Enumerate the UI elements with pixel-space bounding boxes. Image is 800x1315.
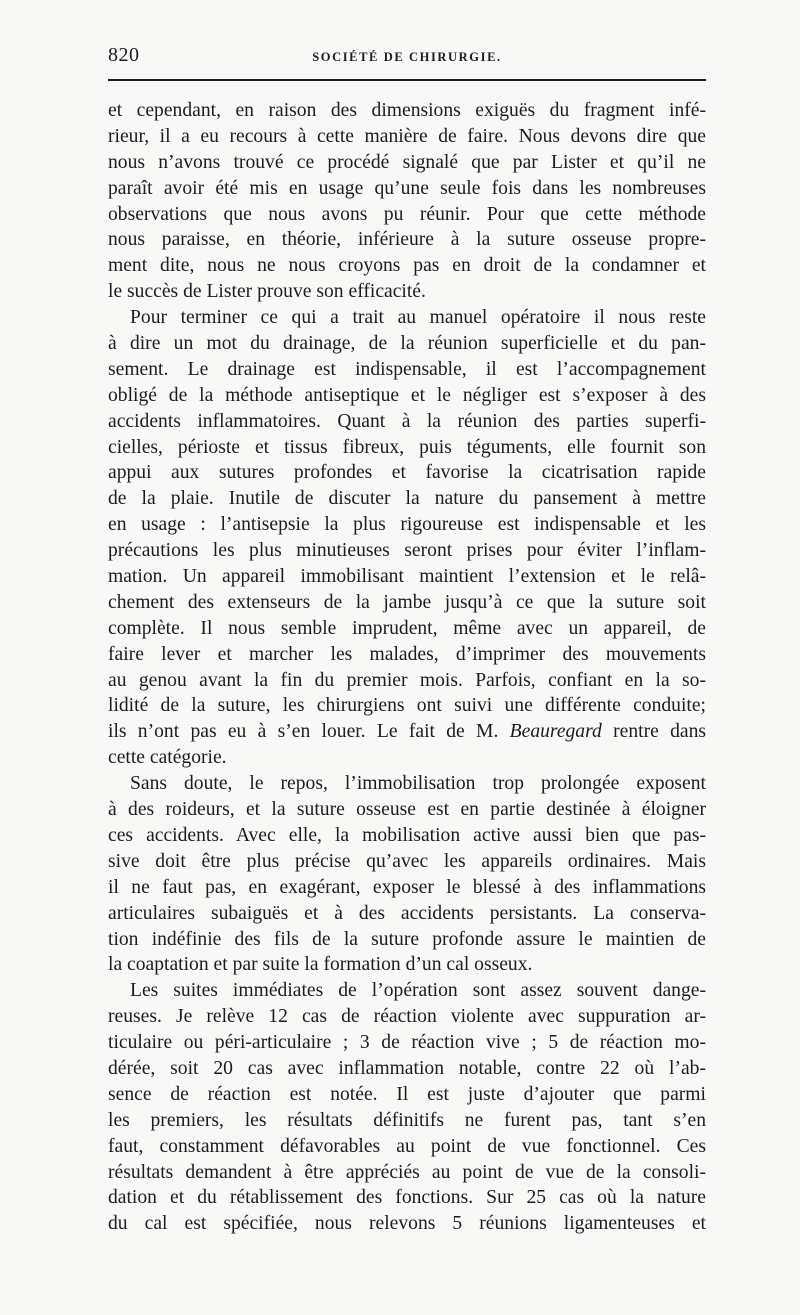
text-line: paraît avoir été mis en usage qu’une seule fois dans les nombreuses — [108, 177, 706, 199]
text-line: cette catégorie. — [108, 747, 227, 769]
text-line: nous n’avons trouvé ce procédé signalé que par Lister et qu’il ne — [108, 151, 706, 173]
text-line: en usage : l’antisepsie la plus rigoureuse est indispensable et les — [108, 514, 706, 536]
text-line: tion indéfinie des fils de la suture profonde assure le maintien de — [108, 928, 706, 950]
text-line: la coaptation et par suite la formation d’un cal osseux. — [108, 954, 533, 976]
text-line: cielles, périoste et tissus fibreux, puis téguments, elle fournit son — [108, 436, 706, 458]
text-line: et cependant, en raison des dimensions exiguës du fragment infé- — [108, 100, 706, 121]
text-line: sence de réaction est notée. Il est juste d’ajouter que parmi — [108, 1083, 706, 1105]
text-line: sement. Le drainage est indispensable, il est l’accompagnement — [108, 358, 706, 380]
header-rule — [108, 79, 706, 81]
text-line: résultats demandent à être appréciés au point de vue de la consoli- — [108, 1161, 706, 1183]
text-line: chement des extenseurs de la jambe jusqu’à ce que la suture soit — [108, 591, 706, 613]
text-line: ces accidents. Avec elle, la mobilisation active aussi bien que pas- — [108, 824, 706, 846]
italic-name-beauregard: Beauregard — [509, 721, 602, 743]
text-line: précautions les plus minutieuses seront prises pour éviter l’inflam- — [108, 540, 706, 562]
text-line: faire lever et marcher les malades, d’imprimer des mouvements — [108, 643, 706, 665]
paragraph-start-line: Les suites immédiates de l’opération sont assez souvent dange- — [130, 980, 706, 1002]
text-line: rieur, il a eu recours à cette manière de faire. Nous devons dire que — [108, 125, 706, 147]
text-line: complète. Il nous semble imprudent, même avec un appareil, de — [108, 617, 706, 639]
running-title: SOCIÉTÉ DE CHIRURGIE. — [312, 50, 502, 64]
text-line: de la plaie. Inutile de discuter la nature du pansement à mettre — [108, 488, 706, 510]
page-number: 820 — [108, 44, 140, 66]
text-line: au genou avant la fin du premier mois. Parfois, confiant en la so- — [108, 669, 706, 691]
text-line: dérée, soit 20 cas avec inflammation notable, contre 22 où l’ab- — [108, 1057, 706, 1079]
text-line: articulaires subaiguës et à des accidents persistants. La conserva- — [108, 902, 706, 924]
text-line: nous paraisse, en théorie, inférieure à la suture osseuse propre- — [108, 229, 706, 251]
text-line-with-italic — [108, 719, 706, 745]
text-line: du cal est spécifiée, nous relevons 5 réunions ligamenteuses et — [108, 1213, 706, 1235]
text-line: appui aux sutures profondes et favorise la cicatrisation rapide — [108, 462, 706, 484]
body-text — [108, 98, 706, 1237]
paragraph-start-line: Sans doute, le repos, l’immobilisation trop prolongée exposent — [130, 773, 706, 795]
text-line: reuses. Je relève 12 cas de réaction violente avec suppuration ar- — [108, 1006, 706, 1028]
text-line: ment dite, nous ne nous croyons pas en droit de la condamner et — [108, 255, 706, 277]
line-part-before: ils n’ont pas eu à s’en louer. Le fait de M. — [108, 721, 510, 743]
text-line: à dire un mot du drainage, de la réunion superficielle et du pan- — [108, 333, 706, 355]
text-line: faut, constamment défavorables au point de vue fonctionnel. Ces — [108, 1135, 706, 1157]
text-line: lidité de la suture, les chirurgiens ont suivi une différente conduite; — [108, 695, 706, 717]
paragraph-start-line: Pour terminer ce qui a trait au manuel opératoire il nous reste — [130, 307, 706, 329]
text-line: il ne faut pas, en exagérant, exposer le blessé à des inflammations — [108, 876, 706, 898]
page-header — [108, 44, 706, 72]
text-line: observations que nous avons pu réunir. Pour que cette méthode — [108, 203, 706, 225]
text-line: accidents inflammatoires. Quant à la réunion des parties superfi- — [108, 410, 706, 432]
text-line: obligé de la méthode antiseptique et le négliger est s’exposer à des — [108, 384, 706, 406]
text-line: ticulaire ou péri-articulaire ; 3 de réaction vive ; 5 de réaction mo- — [108, 1032, 706, 1054]
line-part-after: rentre dans — [601, 721, 706, 743]
text-line: à des roideurs, et la suture osseuse est en partie destinée à éloigner — [108, 799, 706, 821]
text-line: mation. Un appareil immobilisant maintient l’extension et le relâ- — [108, 566, 706, 588]
text-line: les premiers, les résultats définitifs ne furent pas, tant s’en — [108, 1109, 706, 1131]
text-line: le succès de Lister prouve son efficacité. — [108, 281, 426, 303]
text-line: dation et du rétablissement des fonctions. Sur 25 cas où la nature — [108, 1187, 706, 1209]
text-line: sive doit être plus précise qu’avec les appareils ordinaires. Mais — [108, 850, 706, 872]
